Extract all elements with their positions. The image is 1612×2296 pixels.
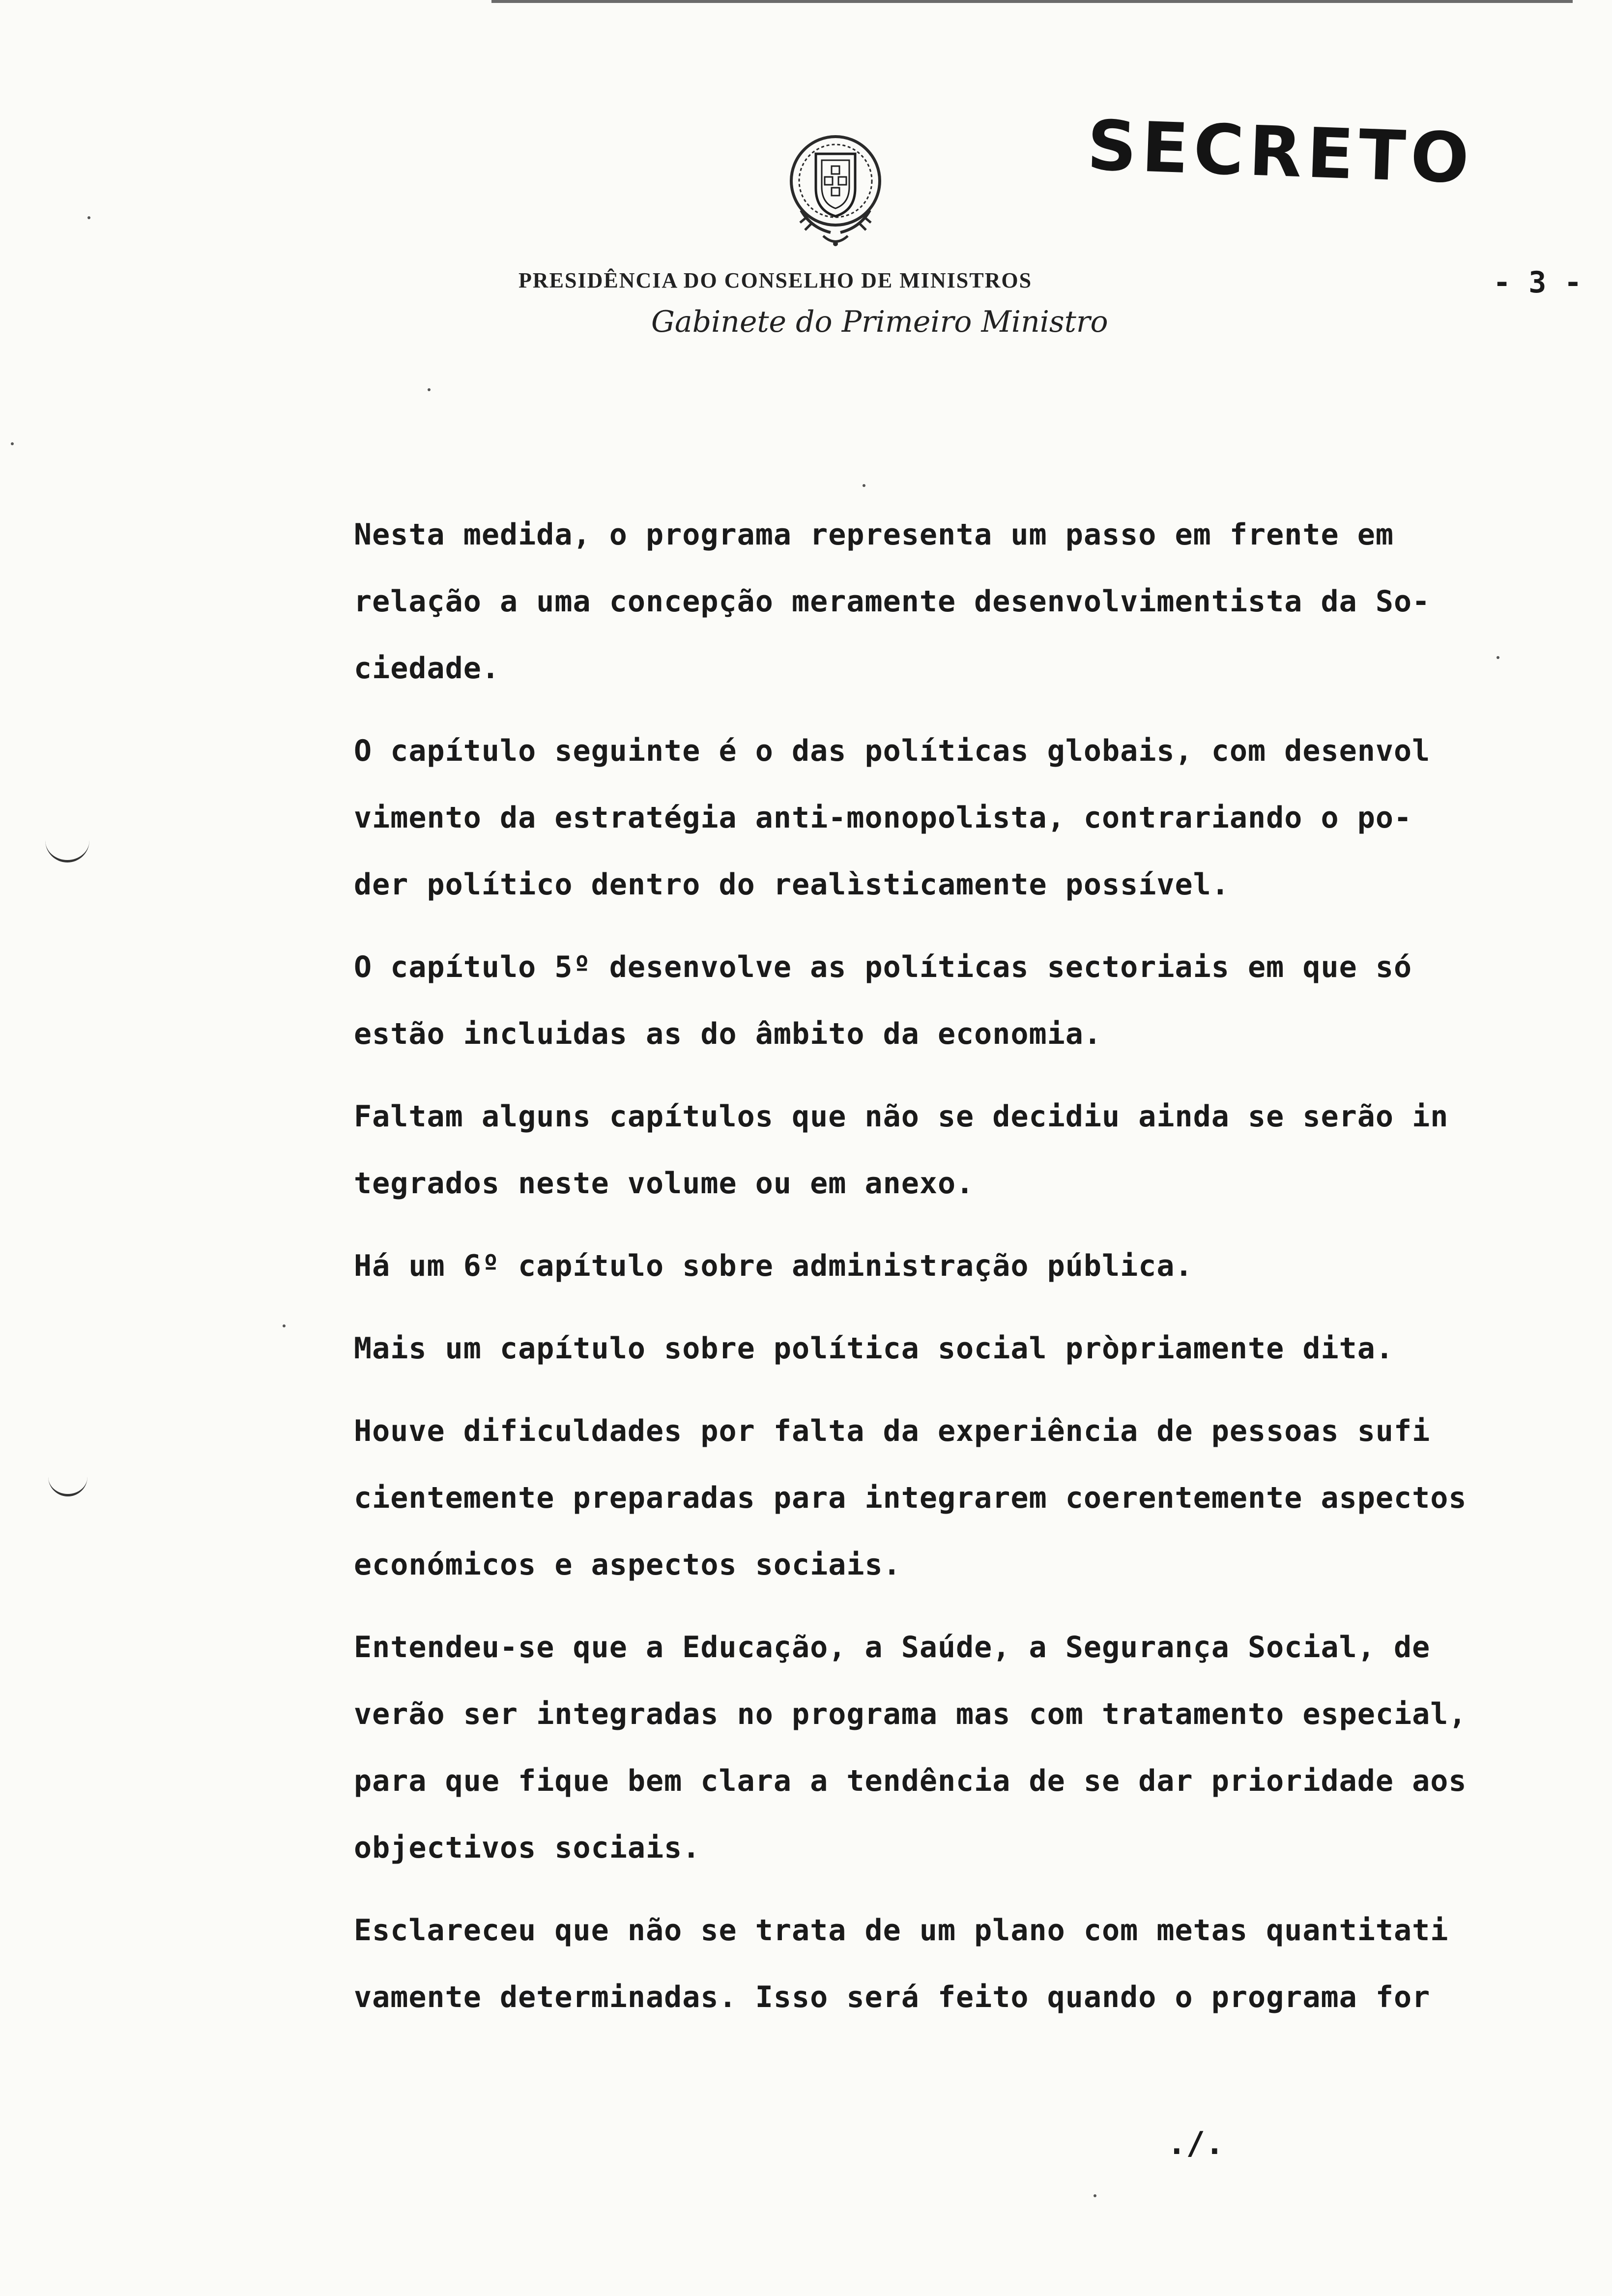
scan-speck — [87, 216, 90, 219]
office-name: PRESIDÊNCIA DO CONSELHO DE MINISTROS — [518, 268, 1033, 292]
page-number: - 3 - — [1493, 265, 1582, 300]
coat-of-arms-icon — [781, 132, 890, 255]
paragraph — [354, 1083, 1484, 1217]
text-line: cientemente preparadas para integrarem coerentemente aspectos — [354, 1481, 1467, 1515]
text-line: ciedade. — [354, 651, 500, 686]
text-line: verão ser integradas no programa mas com tratamento especial, — [354, 1697, 1467, 1731]
paragraph — [354, 1315, 1484, 1382]
text-line: estão incluidas as do âmbito da economia. — [354, 1017, 1102, 1051]
text-line: relação a uma concepção meramente desenvolvimentista da So- — [354, 584, 1431, 619]
text-line: O capítulo 5º desenvolve as políticas sectoriais em que só — [354, 950, 1412, 984]
text-line: der político dentro do realìsticamente possível. — [354, 867, 1230, 902]
paragraph — [354, 934, 1484, 1067]
paragraph — [354, 1897, 1484, 2031]
text-line: Há um 6º capítulo sobre administração pública. — [354, 1249, 1193, 1283]
text-line: Mais um capítulo sobre política social pròpriamente dita. — [354, 1331, 1394, 1366]
text-line: vimento da estratégia anti-monopolista, contrariando o po- — [354, 801, 1412, 835]
text-line: Nesta medida, o programa representa um passo em frente em — [354, 517, 1394, 552]
body-text — [354, 501, 1484, 2046]
text-line: Houve dificuldades por falta da experiência de pessoas sufi — [354, 1414, 1431, 1448]
text-line: Faltam alguns capítulos que não se decidiu ainda se serão in — [354, 1099, 1449, 1134]
scan-speck — [1094, 2194, 1096, 2197]
paragraph — [354, 718, 1484, 918]
top-rule — [491, 0, 1573, 3]
office-subtitle: Gabinete do Primeiro Ministro — [651, 305, 1108, 339]
continuation-mark: ./. — [1167, 2125, 1224, 2162]
text-line: O capítulo seguinte é o das políticas globais, com desenvol — [354, 734, 1431, 768]
binder-hole-mark — [45, 835, 89, 862]
text-line: económicos e aspectos sociais. — [354, 1548, 901, 1582]
binder-hole-mark — [48, 1460, 87, 1496]
text-line: objectivos sociais. — [354, 1831, 701, 1865]
text-line: vamente determinadas. Isso será feito quando o programa for — [354, 1980, 1431, 2014]
paragraph — [354, 1398, 1484, 1598]
paragraph — [354, 1233, 1484, 1299]
text-line: tegrados neste volume ou em anexo. — [354, 1166, 975, 1201]
scan-speck — [428, 388, 431, 391]
paragraph — [354, 1614, 1484, 1881]
text-line: para que fique bem clara a tendência de se dar prioridade aos — [354, 1764, 1467, 1798]
text-line: Esclareceu que não se trata de um plano com metas quantitati — [354, 1913, 1449, 1948]
classification-stamp: SECRETO — [1086, 106, 1475, 200]
text-line: Entendeu-se que a Educação, a Saúde, a Segurança Social, de — [354, 1630, 1431, 1665]
scan-speck — [283, 1324, 286, 1327]
scan-speck — [863, 484, 865, 487]
paragraph — [354, 501, 1484, 702]
scan-speck — [1497, 656, 1499, 659]
scan-speck — [11, 442, 14, 445]
